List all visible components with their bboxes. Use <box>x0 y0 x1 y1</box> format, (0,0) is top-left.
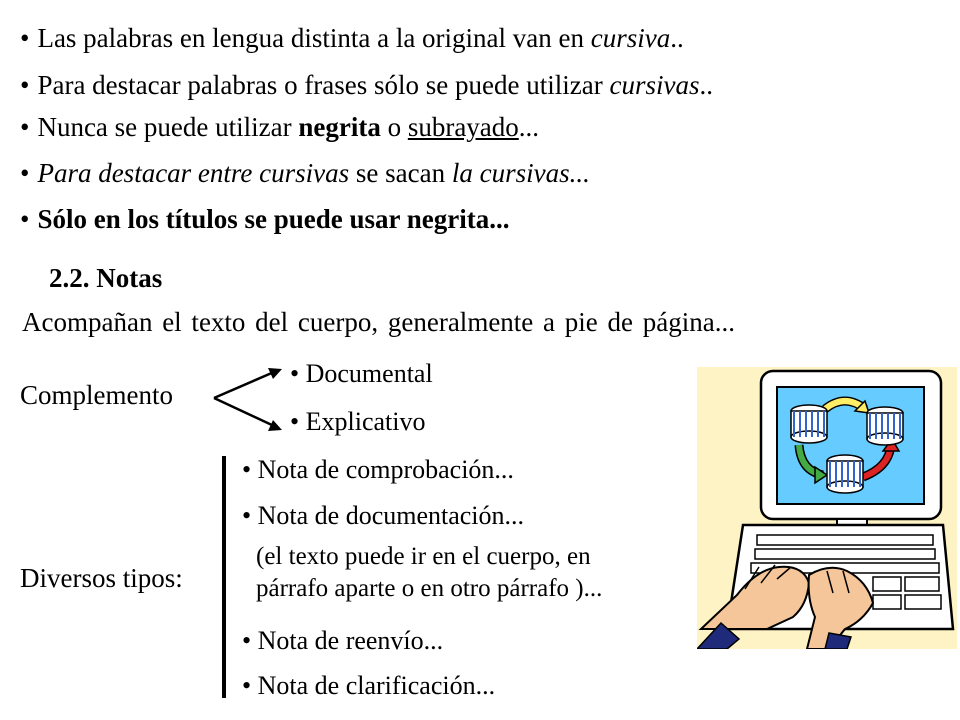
tipo-item <box>242 671 495 701</box>
database-icon <box>867 407 903 445</box>
computer-icon <box>697 367 957 649</box>
bullet-glyph: • <box>242 455 252 484</box>
bullet-text: Nunca se puede utilizar <box>37 112 299 142</box>
bullet-glyph: • <box>20 70 30 100</box>
database-icon <box>827 455 863 493</box>
section-heading: 2.2. Notas <box>49 263 163 293</box>
tipo-note-line: párrafo aparte o en otro párrafo )... <box>256 575 603 602</box>
bullet-item <box>20 69 713 101</box>
tipo-item-label: Nota de reenvío... <box>257 626 444 655</box>
bullet-item <box>20 22 684 54</box>
italic-term: la cursivas... <box>451 158 590 188</box>
tipos-label: Diversos tipos: <box>20 563 183 593</box>
branch-arrows <box>208 360 298 440</box>
tipo-note-line: (el texto puede ir en el cuerpo, en <box>256 543 591 570</box>
complemento-item <box>290 407 425 437</box>
bullet-trail: .. <box>699 70 713 100</box>
bullet-item <box>20 111 539 143</box>
tipo-item <box>242 626 443 656</box>
bullet-text: se sacan <box>349 158 452 188</box>
tipo-item-label: Nota de documentación... <box>257 501 525 530</box>
bold-term: negrita <box>298 112 381 142</box>
tipo-item-label: Nota de comprobación... <box>257 455 514 484</box>
bullet-glyph: • <box>242 671 252 700</box>
bullet-glyph: • <box>20 158 30 188</box>
bullet-text: o <box>380 112 408 142</box>
bullet-item <box>20 157 590 189</box>
complemento-item-label: Explicativo <box>305 407 426 436</box>
tipo-item-label: Nota de clarificación... <box>257 671 496 700</box>
complemento-item <box>290 359 433 389</box>
bullet-glyph: • <box>242 501 252 530</box>
bullet-glyph: • <box>20 204 30 234</box>
bold-term: Sólo en los títulos se puede usar negrita... <box>37 204 510 234</box>
database-icon <box>791 405 827 443</box>
italic-term: Para destacar entre cursivas <box>37 158 350 188</box>
section-intro: Acompañan el texto del cuerpo, generalmente a pie de página... <box>22 307 735 337</box>
bracket-line <box>222 456 226 698</box>
italic-term: cursivas <box>609 70 700 100</box>
tipo-item <box>242 455 514 485</box>
tipo-note <box>256 541 602 605</box>
bullet-item <box>20 203 510 235</box>
italic-term: cursiva <box>590 23 671 53</box>
bullet-trail: .. <box>670 23 684 53</box>
bullet-text: Las palabras en lengua distinta a la original van en <box>37 23 591 53</box>
tipo-item <box>242 501 524 531</box>
bullet-trail: ... <box>518 112 540 142</box>
bullet-glyph: • <box>20 112 30 142</box>
bullet-text: Para destacar palabras o frases sólo se puede utilizar <box>37 70 610 100</box>
bullet-glyph: • <box>20 23 30 53</box>
bullet-glyph: • <box>290 359 300 388</box>
complemento-label: Complemento <box>20 380 173 410</box>
bullet-glyph: • <box>290 407 300 436</box>
underlined-term: subrayado <box>407 112 519 142</box>
complemento-item-label: Documental <box>305 359 433 388</box>
bullet-glyph: • <box>242 626 252 655</box>
